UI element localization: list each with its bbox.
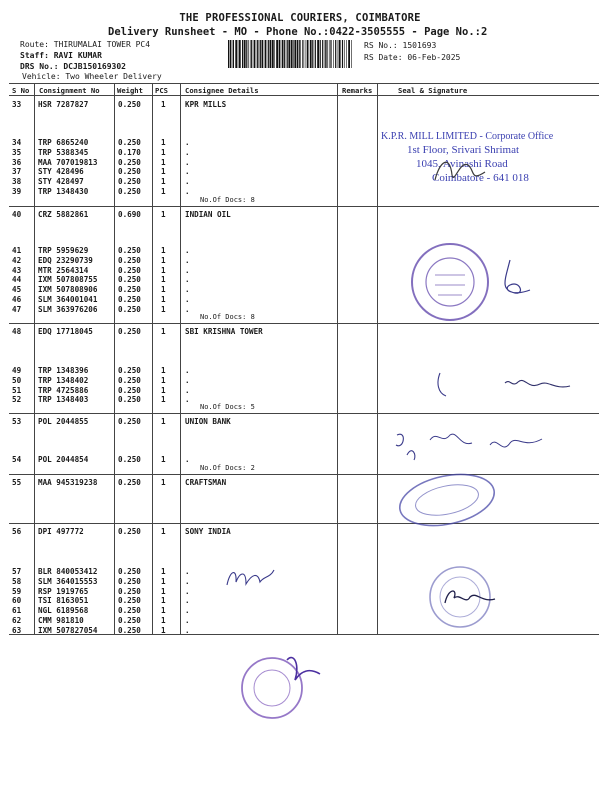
row-weight: 0.250 (118, 327, 141, 336)
col-consignment: Consignment No (39, 86, 100, 95)
row-pcs: 1 (161, 375, 166, 385)
row-consignee-mark: . (185, 246, 190, 255)
row-consignee-mark: . (185, 385, 190, 395)
row-sno: 53 (12, 417, 22, 426)
row-consignee-mark: . (185, 285, 190, 295)
row-consignment-no: EDQ 23290739 (38, 255, 93, 265)
vehicle-value: Two Wheeler Delivery (65, 72, 162, 81)
row-weight: 0.170 (118, 147, 141, 157)
group-docs-count: No.Of Docs: 8 (200, 313, 255, 321)
row-consignee-mark: . (185, 157, 190, 167)
group-consignee: SBI KRISHNA TOWER (185, 327, 263, 336)
row-sno: 58 (12, 576, 22, 586)
row-consignment-no: TRP 5388345 (38, 147, 89, 157)
col-rule (337, 83, 338, 634)
row-sno: 56 (12, 527, 22, 536)
row-pcs: 1 (161, 586, 166, 596)
row-weight: 0.250 (118, 304, 141, 314)
row-pcs: 1 (161, 417, 166, 426)
row-pcs: 1 (161, 246, 166, 255)
row-weight: 0.250 (118, 167, 141, 177)
row-weight: 0.250 (118, 177, 141, 187)
group-docs-count: No.Of Docs: 8 (200, 196, 255, 204)
row-consignment-no: STY 428497 (38, 177, 84, 187)
row-consignee-mark: . (185, 596, 190, 606)
rs-date-label: RS Date: (364, 53, 403, 62)
row-weight: 0.250 (118, 375, 141, 385)
row-sno: 60 (12, 596, 22, 606)
row-weight: 0.250 (118, 478, 141, 487)
row-pcs: 1 (161, 295, 166, 304)
route-line (20, 40, 150, 49)
row-weight: 0.250 (118, 606, 141, 616)
row-sno: 59 (12, 586, 22, 596)
row-pcs: 1 (161, 147, 166, 157)
row-pcs: 1 (161, 177, 166, 187)
drs-line (20, 62, 126, 71)
row-pcs: 1 (161, 527, 166, 536)
col-rule (152, 83, 153, 634)
row-consignee-mark: . (185, 616, 190, 625)
row-sno: 50 (12, 375, 22, 385)
col-sno: S No (12, 86, 30, 95)
kpr-stamp-line3: 1045, Avinashi Road (416, 158, 508, 170)
row-consignee-mark: . (185, 625, 190, 635)
row-sno: 52 (12, 395, 22, 405)
row-consignment-no: TRP 1348430 (38, 187, 89, 196)
row-consignee-mark: . (185, 395, 190, 405)
row-pcs: 1 (161, 138, 166, 147)
row-weight: 0.250 (118, 138, 141, 147)
group-consignee: CRAFTSMAN (185, 478, 227, 487)
row-pcs: 1 (161, 265, 166, 275)
row-sno: 38 (12, 177, 22, 187)
row-weight: 0.250 (118, 576, 141, 586)
row-consignment-no: POL 2044854 (38, 455, 89, 464)
row-weight: 0.250 (118, 616, 141, 625)
row-sno: 55 (12, 478, 22, 487)
row-sno: 37 (12, 167, 22, 177)
drs-label: DRS No.: (20, 62, 59, 71)
row-consignee-mark: . (185, 255, 190, 265)
kpr-stamp-line1: K.P.R. MILL LIMITED - Corporate Office (381, 131, 554, 142)
row-weight: 0.250 (118, 285, 141, 295)
row-sno: 44 (12, 275, 22, 285)
row-weight: 0.690 (118, 210, 141, 219)
row-pcs: 1 (161, 304, 166, 314)
row-consignee-mark: . (185, 455, 190, 464)
kpr-signature-image (430, 150, 490, 190)
runsheet-subtitle: Delivery Runsheet - MO - Phone No.:0422-3505555 - Page No.:2 (108, 26, 488, 38)
row-weight: 0.250 (118, 395, 141, 405)
row-consignment-no: STY 428496 (38, 167, 84, 177)
row-sno: 41 (12, 246, 22, 255)
row-sno: 33 (12, 100, 22, 109)
row-consignee-mark: . (185, 265, 190, 275)
row-weight: 0.250 (118, 366, 141, 375)
row-consignee-mark: . (185, 366, 190, 375)
row-sno: 34 (12, 138, 22, 147)
route-value: THIRUMALAI TOWER PC4 (53, 40, 151, 49)
table-top-rule (9, 83, 599, 84)
row-pcs: 1 (161, 567, 166, 576)
row-consignment-no: SLM 364001041 (38, 295, 98, 304)
row-consignment-no: TRP 1348396 (38, 366, 89, 375)
sony-signature-right-image (440, 583, 500, 613)
row-pcs: 1 (161, 616, 166, 625)
row-sno: 63 (12, 625, 22, 635)
row-consignment-no: HSR 7287827 (38, 100, 89, 109)
row-sno: 36 (12, 157, 22, 167)
row-pcs: 1 (161, 157, 166, 167)
row-sno: 46 (12, 295, 22, 304)
sony-signature-left-image (222, 560, 282, 595)
row-weight: 0.250 (118, 527, 141, 536)
row-consignment-no: DPI 497772 (38, 527, 84, 536)
vehicle-label: Vehicle: (22, 72, 61, 81)
row-sno: 62 (12, 616, 22, 625)
staff-label: Staff: (20, 51, 49, 60)
vehicle-line (22, 72, 162, 81)
row-pcs: 1 (161, 385, 166, 395)
row-consignment-no: TSI 8163051 (38, 596, 89, 606)
row-consignment-no: TRP 4725886 (38, 385, 89, 395)
group-bottom-rule (9, 523, 599, 524)
row-consignee-mark: . (185, 275, 190, 285)
group-bottom-rule (9, 323, 599, 324)
row-consignee-mark: . (185, 567, 190, 576)
group-bottom-rule (9, 413, 599, 414)
row-sno: 48 (12, 327, 22, 336)
row-consignee-mark: . (185, 295, 190, 304)
row-weight: 0.250 (118, 625, 141, 635)
row-weight: 0.250 (118, 100, 141, 109)
row-consignee-mark: . (185, 167, 190, 177)
row-consignee-mark: . (185, 138, 190, 147)
group-consignee: KPR MILLS (185, 100, 227, 109)
group-consignee: INDIAN OIL (185, 210, 231, 219)
row-weight: 0.250 (118, 295, 141, 304)
group-bottom-rule (9, 206, 599, 207)
row-weight: 0.250 (118, 187, 141, 196)
row-sno: 57 (12, 567, 22, 576)
row-consignee-mark: . (185, 606, 190, 616)
row-sno: 35 (12, 147, 22, 157)
rs-no-value: 1501693 (402, 41, 437, 50)
group-docs-count: No.Of Docs: 5 (200, 403, 255, 411)
row-sno: 42 (12, 255, 22, 265)
row-weight: 0.250 (118, 157, 141, 167)
row-pcs: 1 (161, 327, 166, 336)
col-seal: Seal & Signature (398, 86, 468, 95)
bottom-seal-image (232, 650, 327, 725)
row-sno: 47 (12, 304, 22, 314)
col-rule (34, 83, 35, 634)
row-pcs: 1 (161, 187, 166, 196)
row-consignment-no: MTR 2564314 (38, 265, 89, 275)
row-sno: 43 (12, 265, 22, 275)
row-consignee-mark: . (185, 375, 190, 385)
row-consignment-no: IXM 507808906 (38, 285, 98, 295)
group-consignee: SONY INDIA (185, 527, 231, 536)
staff-line (20, 51, 102, 60)
col-weight: Weight (117, 86, 143, 95)
row-pcs: 1 (161, 395, 166, 405)
group-docs-count: No.Of Docs: 2 (200, 464, 255, 472)
col-remarks: Remarks (342, 86, 373, 95)
row-consignee-mark: . (185, 576, 190, 586)
col-rule (377, 83, 378, 634)
table-header-rule (9, 95, 599, 96)
row-consignment-no: TRP 1348403 (38, 395, 89, 405)
row-weight: 0.250 (118, 246, 141, 255)
row-consignee-mark: . (185, 147, 190, 157)
row-consignment-no: CRZ 5882861 (38, 210, 89, 219)
row-weight: 0.250 (118, 455, 141, 464)
row-weight: 0.250 (118, 586, 141, 596)
group-bottom-rule (9, 634, 599, 635)
row-sno: 54 (12, 455, 22, 464)
row-consignment-no: RSP 1919765 (38, 586, 89, 596)
indian-oil-seal-image (405, 240, 500, 325)
row-consignment-no: MAA 707019813 (38, 157, 98, 167)
col-pcs: PCS (155, 86, 168, 95)
row-consignee-mark: . (185, 187, 190, 196)
row-pcs: 1 (161, 167, 166, 177)
row-sno: 51 (12, 385, 22, 395)
staff-value: RAVI KUMAR (53, 51, 102, 60)
row-sno: 39 (12, 187, 22, 196)
row-weight: 0.250 (118, 567, 141, 576)
row-pcs: 1 (161, 210, 166, 219)
row-consignment-no: IXM 507808755 (38, 275, 98, 285)
row-consignment-no: TRP 1348402 (38, 375, 89, 385)
row-pcs: 1 (161, 625, 166, 635)
row-consignee-mark: . (185, 304, 190, 314)
row-consignment-no: MAA 945319238 (38, 478, 98, 487)
row-consignment-no: SLM 364015553 (38, 576, 98, 586)
row-weight: 0.250 (118, 596, 141, 606)
row-pcs: 1 (161, 100, 166, 109)
row-consignee-mark: . (185, 177, 190, 187)
row-consignment-no: TRP 6865240 (38, 138, 89, 147)
row-weight: 0.250 (118, 275, 141, 285)
row-consignment-no: NGL 6189568 (38, 606, 89, 616)
row-sno: 45 (12, 285, 22, 295)
group-consignee: UNION BANK (185, 417, 231, 426)
row-pcs: 1 (161, 606, 166, 616)
row-consignment-no: TRP 5959629 (38, 246, 89, 255)
row-pcs: 1 (161, 455, 166, 464)
row-consignment-no: POL 2044855 (38, 417, 89, 426)
row-pcs: 1 (161, 596, 166, 606)
row-consignment-no: BLR 840053412 (38, 567, 98, 576)
indian-oil-signature-image (490, 255, 535, 305)
row-sno: 40 (12, 210, 22, 219)
row-pcs: 1 (161, 275, 166, 285)
kpr-stamp-line2: 1st Floor, Srivari Shrimat (407, 144, 520, 156)
row-weight: 0.250 (118, 265, 141, 275)
row-consignment-no: IXM 507827054 (38, 625, 98, 635)
sbi-signature-image (430, 368, 590, 403)
col-consignee: Consignee Details (185, 86, 259, 95)
row-consignment-no: SLM 363976206 (38, 304, 98, 314)
rs-date (364, 53, 460, 62)
craftsman-seal-image (395, 470, 505, 530)
row-consignee-mark: . (185, 586, 190, 596)
row-sno: 61 (12, 606, 22, 616)
barcode (228, 40, 353, 68)
row-weight: 0.250 (118, 385, 141, 395)
col-rule (180, 83, 181, 634)
kpr-stamp-line4: Coimbatore - 641 018 (432, 172, 529, 184)
rs-number (364, 41, 436, 50)
col-rule (114, 83, 115, 634)
row-pcs: 1 (161, 366, 166, 375)
row-consignment-no: CMM 981810 (38, 616, 84, 625)
route-label: Route: (20, 40, 49, 49)
drs-value: DCJB150169302 (63, 62, 126, 71)
row-weight: 0.250 (118, 255, 141, 265)
row-sno: 49 (12, 366, 22, 375)
row-consignment-no: EDQ 17718045 (38, 327, 93, 336)
row-pcs: 1 (161, 576, 166, 586)
row-pcs: 1 (161, 478, 166, 487)
rs-date-value: 06-Feb-2025 (407, 53, 461, 62)
company-title: THE PROFESSIONAL COURIERS, COIMBATORE (179, 12, 421, 24)
rs-no-label: RS No.: (364, 41, 398, 50)
row-pcs: 1 (161, 285, 166, 295)
row-weight: 0.250 (118, 417, 141, 426)
row-pcs: 1 (161, 255, 166, 265)
